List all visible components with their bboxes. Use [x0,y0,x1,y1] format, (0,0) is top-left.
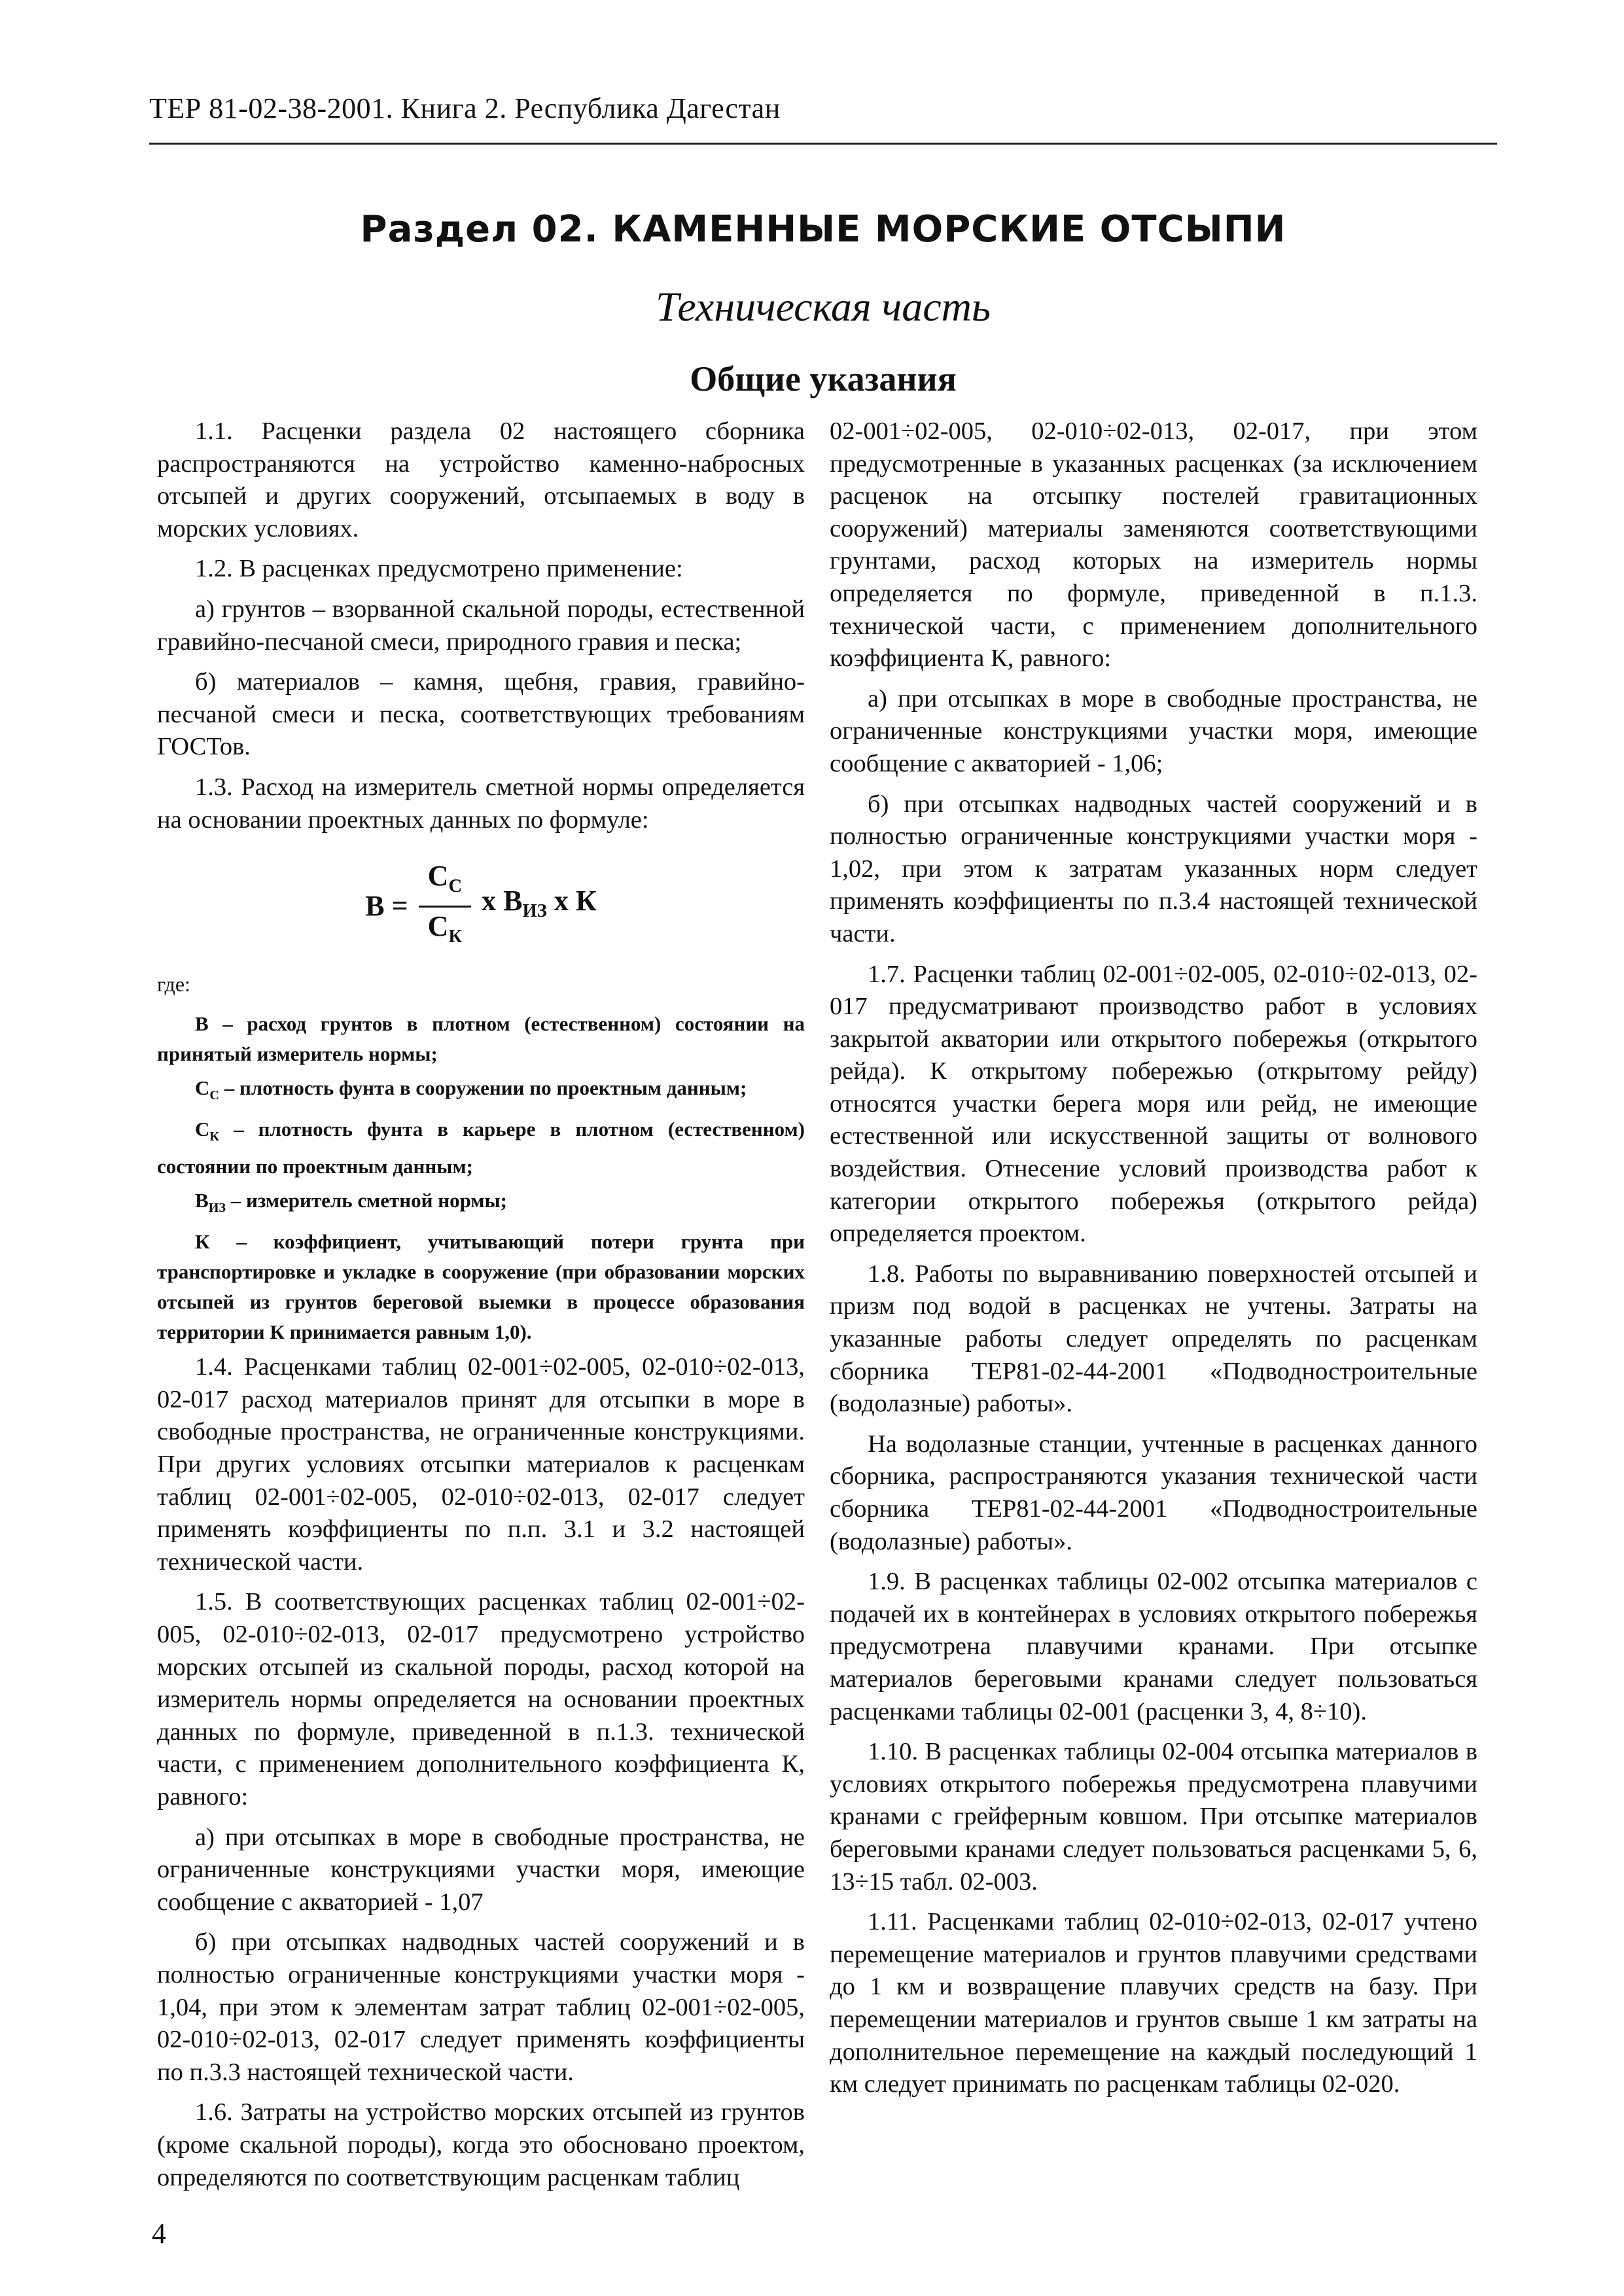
paragraph-1-5-b: б) при отсыпках надводных частей сооружений и в полностью ограниченные конструкциями участки моря - 1,04, при этом к элементам затрат таблиц 02-001÷02-005, 02-010÷02-013, 02-017 следует применять коэффициенты по п.3.3 настоящей технической части. [157,1928,805,2086]
paragraph-1-7: 1.7. Расценки таблиц 02-001÷02-005, 02-010÷02-013, 02-017 предусматривают производство работ в условиях закрытой акватории или открытого побережья (открытого рейда). К открытому побережью (открытому рейду) относятся участки берега моря или рейд, не имеющие естественной или искусственной защиты от волнового воздействия. Отнесение условий производства работ к категории открытого побережья (открытого рейда) определяется проектом. [830,960,1477,1248]
subheading: Общие указания [690,359,957,398]
paragraph-1-4: 1.4. Расценками таблиц 02-001÷02-005, 02-010÷02-013, 02-017 расход материалов принят для отсыпки в море в свободные пространства, не ограниченные конструкциями. При других условиях отсыпки материалов к расценкам таблиц 02-001÷02-005, 02-010÷02-013, 02-017 следует применять коэффициенты по п.п. 3.1 и 3.2 настоящей технической части. [157,1353,805,1576]
section-title: Раздел 02. КАМЕННЫЕ МОРСКИЕ ОТСЫПИ [360,208,1286,251]
running-header: ТЕР 81-02-38-2001. Книга 2. Республика Дагестан [149,92,781,124]
header-rule [149,143,1497,145]
paragraph-1-10: 1.10. В расценках таблицы 02-004 отсыпка материалов в условиях открытого побережья предусмотрена плавучими кранами с грейферным ковшом. При отсыпке материалов береговыми кранами следует пользоваться расценками 5, 6, 13÷15 табл. 02-003. [830,1738,1477,1896]
formula-fraction [419,860,472,953]
subtitle: Техническая часть [656,283,991,330]
right-column [830,415,1477,2109]
paragraph-1-1: 1.1. Расценки раздела 02 настоящего сборника распространяются на устройство каменно-набросных отсыпей и других сооружений, отсыпаемых в воду в морских условиях. [157,417,805,542]
formula [157,844,805,968]
paragraph-1-3: 1.3. Расход на измеритель сметной нормы определяется на основании проектных данных по формуле: [157,773,805,834]
formula-denominator: $С_К$ [427,910,463,947]
paragraph-1-6-a: а) при отсыпках в море в свободные пространства, не ограниченные конструкциями участки моря, имеющие сообщение с акваторией - 1,06; [830,684,1477,777]
definition-viz: $В_{ИЗ}$ – измеритель сметной нормы; [195,1189,507,1216]
paragraph-1-5: 1.5. В соответствующих расценках таблиц 02-001÷02-005, 02-010÷02-013, 02-017 предусмотрено устройство морских отсыпей из скальной породы, расход которой на измеритель нормы определяется на основании проектных данных по формуле, приведенной в п.1.3. технической части, с применением дополнительного коэффициента К, равного: [157,1588,805,1810]
paragraph-1-6: 1.6. Затраты на устройство морских отсыпей из грунтов (кроме скальной породы), когда это обосновано проектом, определяются по соответствующим расценкам таблиц [157,2098,805,2191]
paragraph-1-2: 1.2. В расценках предусмотрено применение: [195,555,683,583]
paragraph-1-5-a: а) при отсыпках в море в свободные пространства, не ограниченные конструкциями участки моря, имеющие сообщение с акваторией - 1,07 [157,1823,805,1916]
paragraph-1-9: 1.9. В расценках таблицы 02-002 отсыпка материалов с подачей их в контейнерах в условиях открытого побережья предусмотрена плавучими кранами. При отсыпке материалов береговыми кранами следует пользоваться расценками таблицы 02-001 (расценки 3, 4, 8÷10). [830,1568,1477,1725]
definition-b: В – расход грунтов в плотном (естественном) состоянии на принятый измеритель нормы; [157,1012,805,1065]
left-column [157,415,805,2202]
paragraph-1-6-continued: 02-001÷02-005, 02-010÷02-013, 02-017, при этом предусмотренные в указанных расценках (за исключением расценок на отсыпку постелей гравитационных сооружений) материалы заменяются соответствующими грунтами, расход которых на измеритель нормы определяется по формуле, приведенной в п.1.3. технической части, с применением дополнительного коэффициента К, равного: [830,417,1477,673]
paragraph-1-11: 1.11. Расценками таблиц 02-010÷02-013, 02-017 учтено перемещение материалов и грунтов плавучими средствами до 1 км и возвращение плавучих средств на базу. При перемещении материалов и грунтов свыше 1 км затраты на дополнительное перемещение на каждый последующий 1 км следует принимать по расценкам таблицы 02-020. [830,1908,1477,2098]
definition-cc: $С_С$ – плотность фунта в сооружении по проектным данным; [195,1076,747,1103]
paragraph-1-8-b: На водолазные станции, учтенные в расценках данного сборника, распространяются указания технической части сборника ТЕР81-02-44-2001 «Подводностроительные (водолазные) работы». [830,1430,1477,1555]
paragraph-1-8: 1.8. Работы по выравниванию поверхностей отсыпей и призм под водой в расценках не учтены. Затраты на указанные работы следует определять по расценкам сборника ТЕР81-02-44-2001 «Подводностроительные (водолазные) работы». [830,1260,1477,1418]
definition-ck: $С_К$ – плотность фунта в карьере в плотном (естественном) состоянии по проектным данным; [157,1117,805,1178]
formula-lhs: В = [365,890,408,923]
where-label: где: [157,972,190,997]
paragraph-1-2-b: б) материалов – камня, щебня, гравия, гравийно-песчаной смеси и песка, соответствующих требованиям ГОСТов. [157,668,805,761]
page-number: 4 [152,2217,166,2250]
formula-numerator: $С_С$ [419,860,471,907]
paragraph-1-2-a: а) грунтов – взорванной скальной породы, естественной гравийно-песчаной смеси, природного гравия и песка; [157,595,805,656]
definition-k: К – коэффициент, учитывающий потери грунта при транспортировке и укладке в сооружение (при образовании морских отсыпей из грунтов береговой выемки в процессе образования территории К принимается равным 1,0). [157,1230,805,1344]
formula-rhs: х $В_{ИЗ}$ х К [482,885,597,922]
paragraph-1-6-b: б) при отсыпках надводных частей сооружений и в полностью ограниченные конструкциями участки моря - 1,02, при этом к затратам указанных норм следует применять коэффициенты по п.3.4 настоящей технической части. [830,790,1477,947]
